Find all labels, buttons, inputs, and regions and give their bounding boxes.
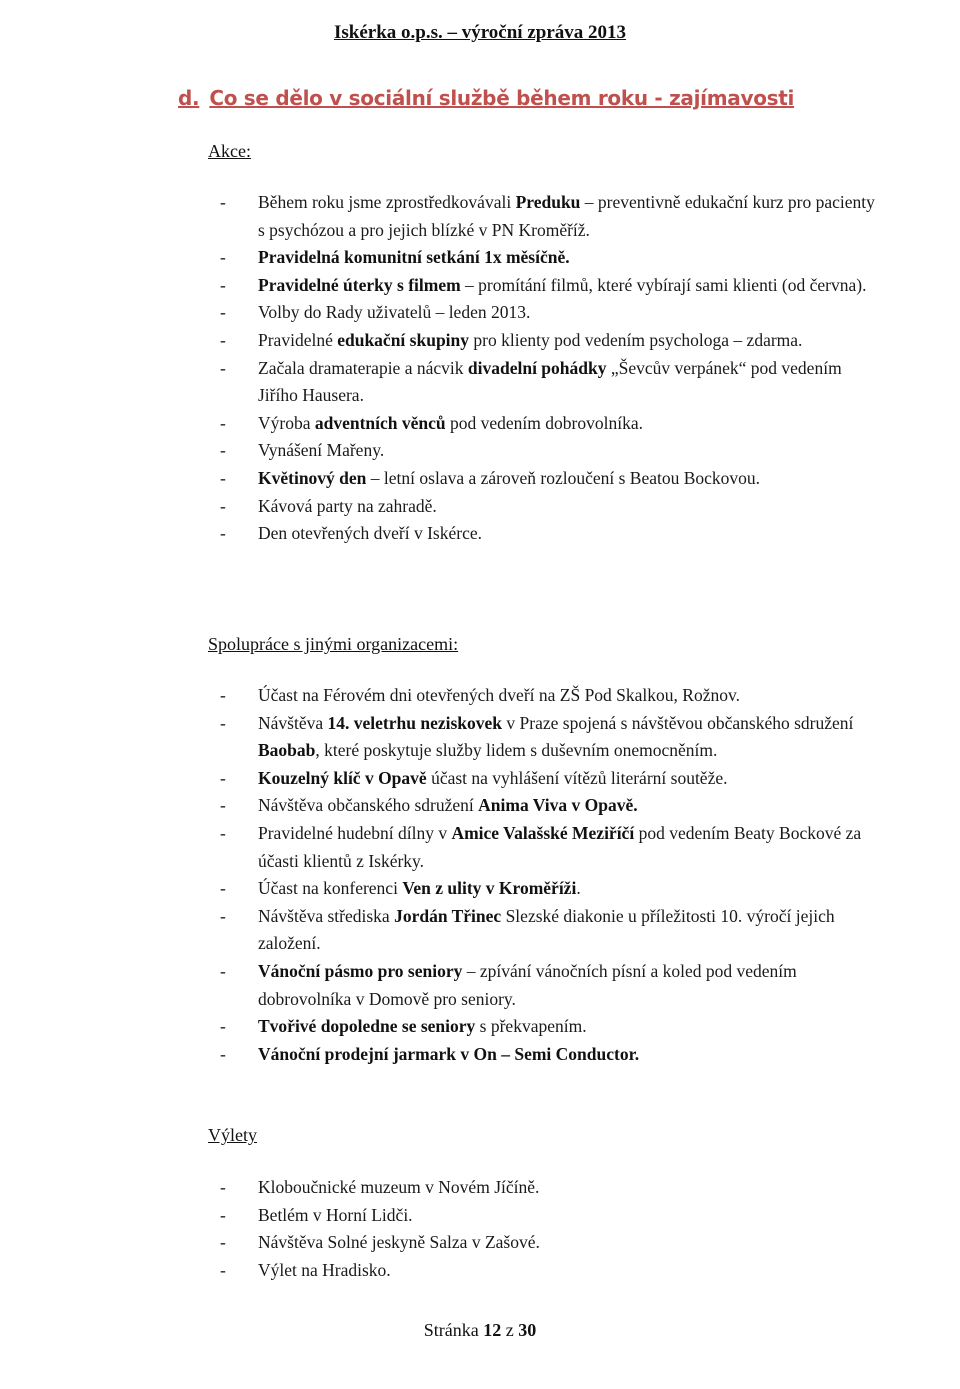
page-footer xyxy=(0,1320,960,1341)
list-item xyxy=(218,875,878,903)
list-item xyxy=(218,437,878,465)
list-item xyxy=(218,958,878,1013)
text: Účast na konferenci xyxy=(258,878,403,899)
list-item xyxy=(218,765,878,793)
text: Účast na Férovém dni otevřených dveří na ZŠ Pod Skalkou, Rožnov. xyxy=(258,685,740,705)
text: Betlém v Horní Lidči. xyxy=(258,1204,413,1225)
text: Slezské diakonie u příležitosti 10. výročí jejich založení. xyxy=(258,905,835,954)
text: Výlet na Hradisko. xyxy=(258,1259,391,1280)
text: Den otevřených dveří v Iskérce. xyxy=(258,523,482,544)
bold-text: Tvořivé dopoledne se seniory xyxy=(258,1016,476,1037)
list-item xyxy=(218,1041,878,1069)
vylety-list xyxy=(218,1174,878,1284)
text: pod vedením Beaty Bockové za účasti klientů z Iskérky. xyxy=(258,822,862,871)
list-item xyxy=(218,520,878,548)
text: . xyxy=(576,878,581,899)
text: Návštěva Solné jeskyně Salza v Zašové. xyxy=(258,1232,540,1253)
spoluprace-heading: Spolupráce s jinými organizacemi: xyxy=(208,634,459,654)
text: Pravidelné xyxy=(258,329,338,350)
bold-text: adventních věnců xyxy=(314,412,446,433)
bold-text: Baobab xyxy=(258,740,316,761)
bold-text: divadelní pohádky xyxy=(467,357,607,378)
spoluprace-list xyxy=(218,682,878,1068)
list-item xyxy=(218,244,878,272)
list-item xyxy=(218,820,878,875)
text: „Ševcův verpánek“ pod vedením Jiřího Hausera. xyxy=(258,357,842,406)
akce-heading: Akce: xyxy=(208,141,251,161)
text: Návštěva střediska xyxy=(258,905,395,926)
footer-of: z xyxy=(505,1320,514,1340)
text: Návštěva občanského sdružení xyxy=(258,795,479,816)
text: Kávová party na zahradě. xyxy=(258,495,437,516)
text: Pravidelné hudební dílny v xyxy=(258,822,452,843)
footer-label: Stránka xyxy=(423,1320,479,1340)
list-item xyxy=(218,465,878,493)
bold-text: Pravidelné úterky s filmem xyxy=(258,274,461,295)
list-item xyxy=(218,1202,878,1230)
text: s překvapením. xyxy=(475,1016,587,1037)
list-item xyxy=(218,327,878,355)
text: pod vedením dobrovolníka. xyxy=(445,412,643,433)
bold-text: Amice Valašské Meziříčí xyxy=(451,822,635,843)
list-item xyxy=(218,493,878,521)
section-title xyxy=(178,86,794,110)
section-title-text: Co se dělo v sociální službě během roku - zajímavosti xyxy=(209,86,795,110)
list-item xyxy=(218,272,878,300)
list-item xyxy=(218,1174,878,1202)
text: účast na vyhlášení vítězů literární soutěže. xyxy=(426,767,728,788)
text: Návštěva xyxy=(258,712,328,733)
list-item xyxy=(218,682,878,710)
section-letter: d. xyxy=(178,86,200,110)
bold-text: Anima Viva v Opavě. xyxy=(478,795,638,816)
list-item xyxy=(218,1229,878,1257)
bold-text: Kouzelný klíč v Opavě xyxy=(258,767,427,788)
bold-text: Pravidelná komunitní setkání 1x měsíčně. xyxy=(258,247,570,268)
text: Výroba xyxy=(258,412,315,433)
text: – preventivně edukační kurz pro pacienty s psychózou a pro jejich blízké v PN Kroměříž. xyxy=(258,192,875,240)
list-item xyxy=(218,792,878,820)
text: v Praze spojená s návštěvou občanského sdružení xyxy=(502,712,854,733)
bold-text: Vánoční prodejní jarmark v On – Semi Conductor. xyxy=(258,1043,640,1064)
list-item xyxy=(218,1013,878,1041)
list-item xyxy=(218,410,878,438)
bold-text: 14. veletrhu neziskovek xyxy=(327,712,503,733)
list-item xyxy=(218,355,878,410)
text: – promítání filmů, které vybírají sami klienti (od června). xyxy=(460,274,867,295)
bold-text: Ven z ulity v Kroměříži xyxy=(402,878,577,899)
bold-text: Květinový den xyxy=(258,467,367,488)
text: Začala dramaterapie a nácvik xyxy=(258,357,468,378)
text: Volby do Rady uživatelů – leden 2013. xyxy=(258,302,531,323)
footer-page-number: 12 xyxy=(483,1320,502,1340)
text: Během roku jsme zprostředkovávali xyxy=(258,192,516,212)
list-item xyxy=(218,1257,878,1285)
vylety-heading: Výlety xyxy=(208,1125,257,1145)
text: – zpívání vánočních písní a koled pod vedením dobrovolníka v Domově pro seniory. xyxy=(258,960,797,1009)
text: Vynášení Mařeny. xyxy=(258,440,385,461)
bold-text: edukační skupiny xyxy=(337,329,470,350)
bold-text: Jordán Třinec xyxy=(394,905,502,926)
list-item xyxy=(218,299,878,327)
list-item xyxy=(218,710,878,765)
text: Kloboučnické muzeum v Novém Jíčíně. xyxy=(258,1177,540,1197)
text: , které poskytuje služby lidem s duševním onemocněním. xyxy=(315,740,718,761)
akce-list xyxy=(218,189,878,548)
text: pro klienty pod vedením psychologa – zdarma. xyxy=(469,329,803,350)
text: – letní oslava a zároveň rozloučení s Beatou Bockovou. xyxy=(366,467,761,488)
page-header: Iskérka o.p.s. – výroční zpráva 2013 xyxy=(333,22,627,43)
list-item xyxy=(218,189,878,244)
footer-page-total: 30 xyxy=(518,1320,537,1340)
bold-text: Preduku xyxy=(515,192,581,212)
bold-text: Vánoční pásmo pro seniory xyxy=(258,960,463,981)
list-item xyxy=(218,903,878,958)
